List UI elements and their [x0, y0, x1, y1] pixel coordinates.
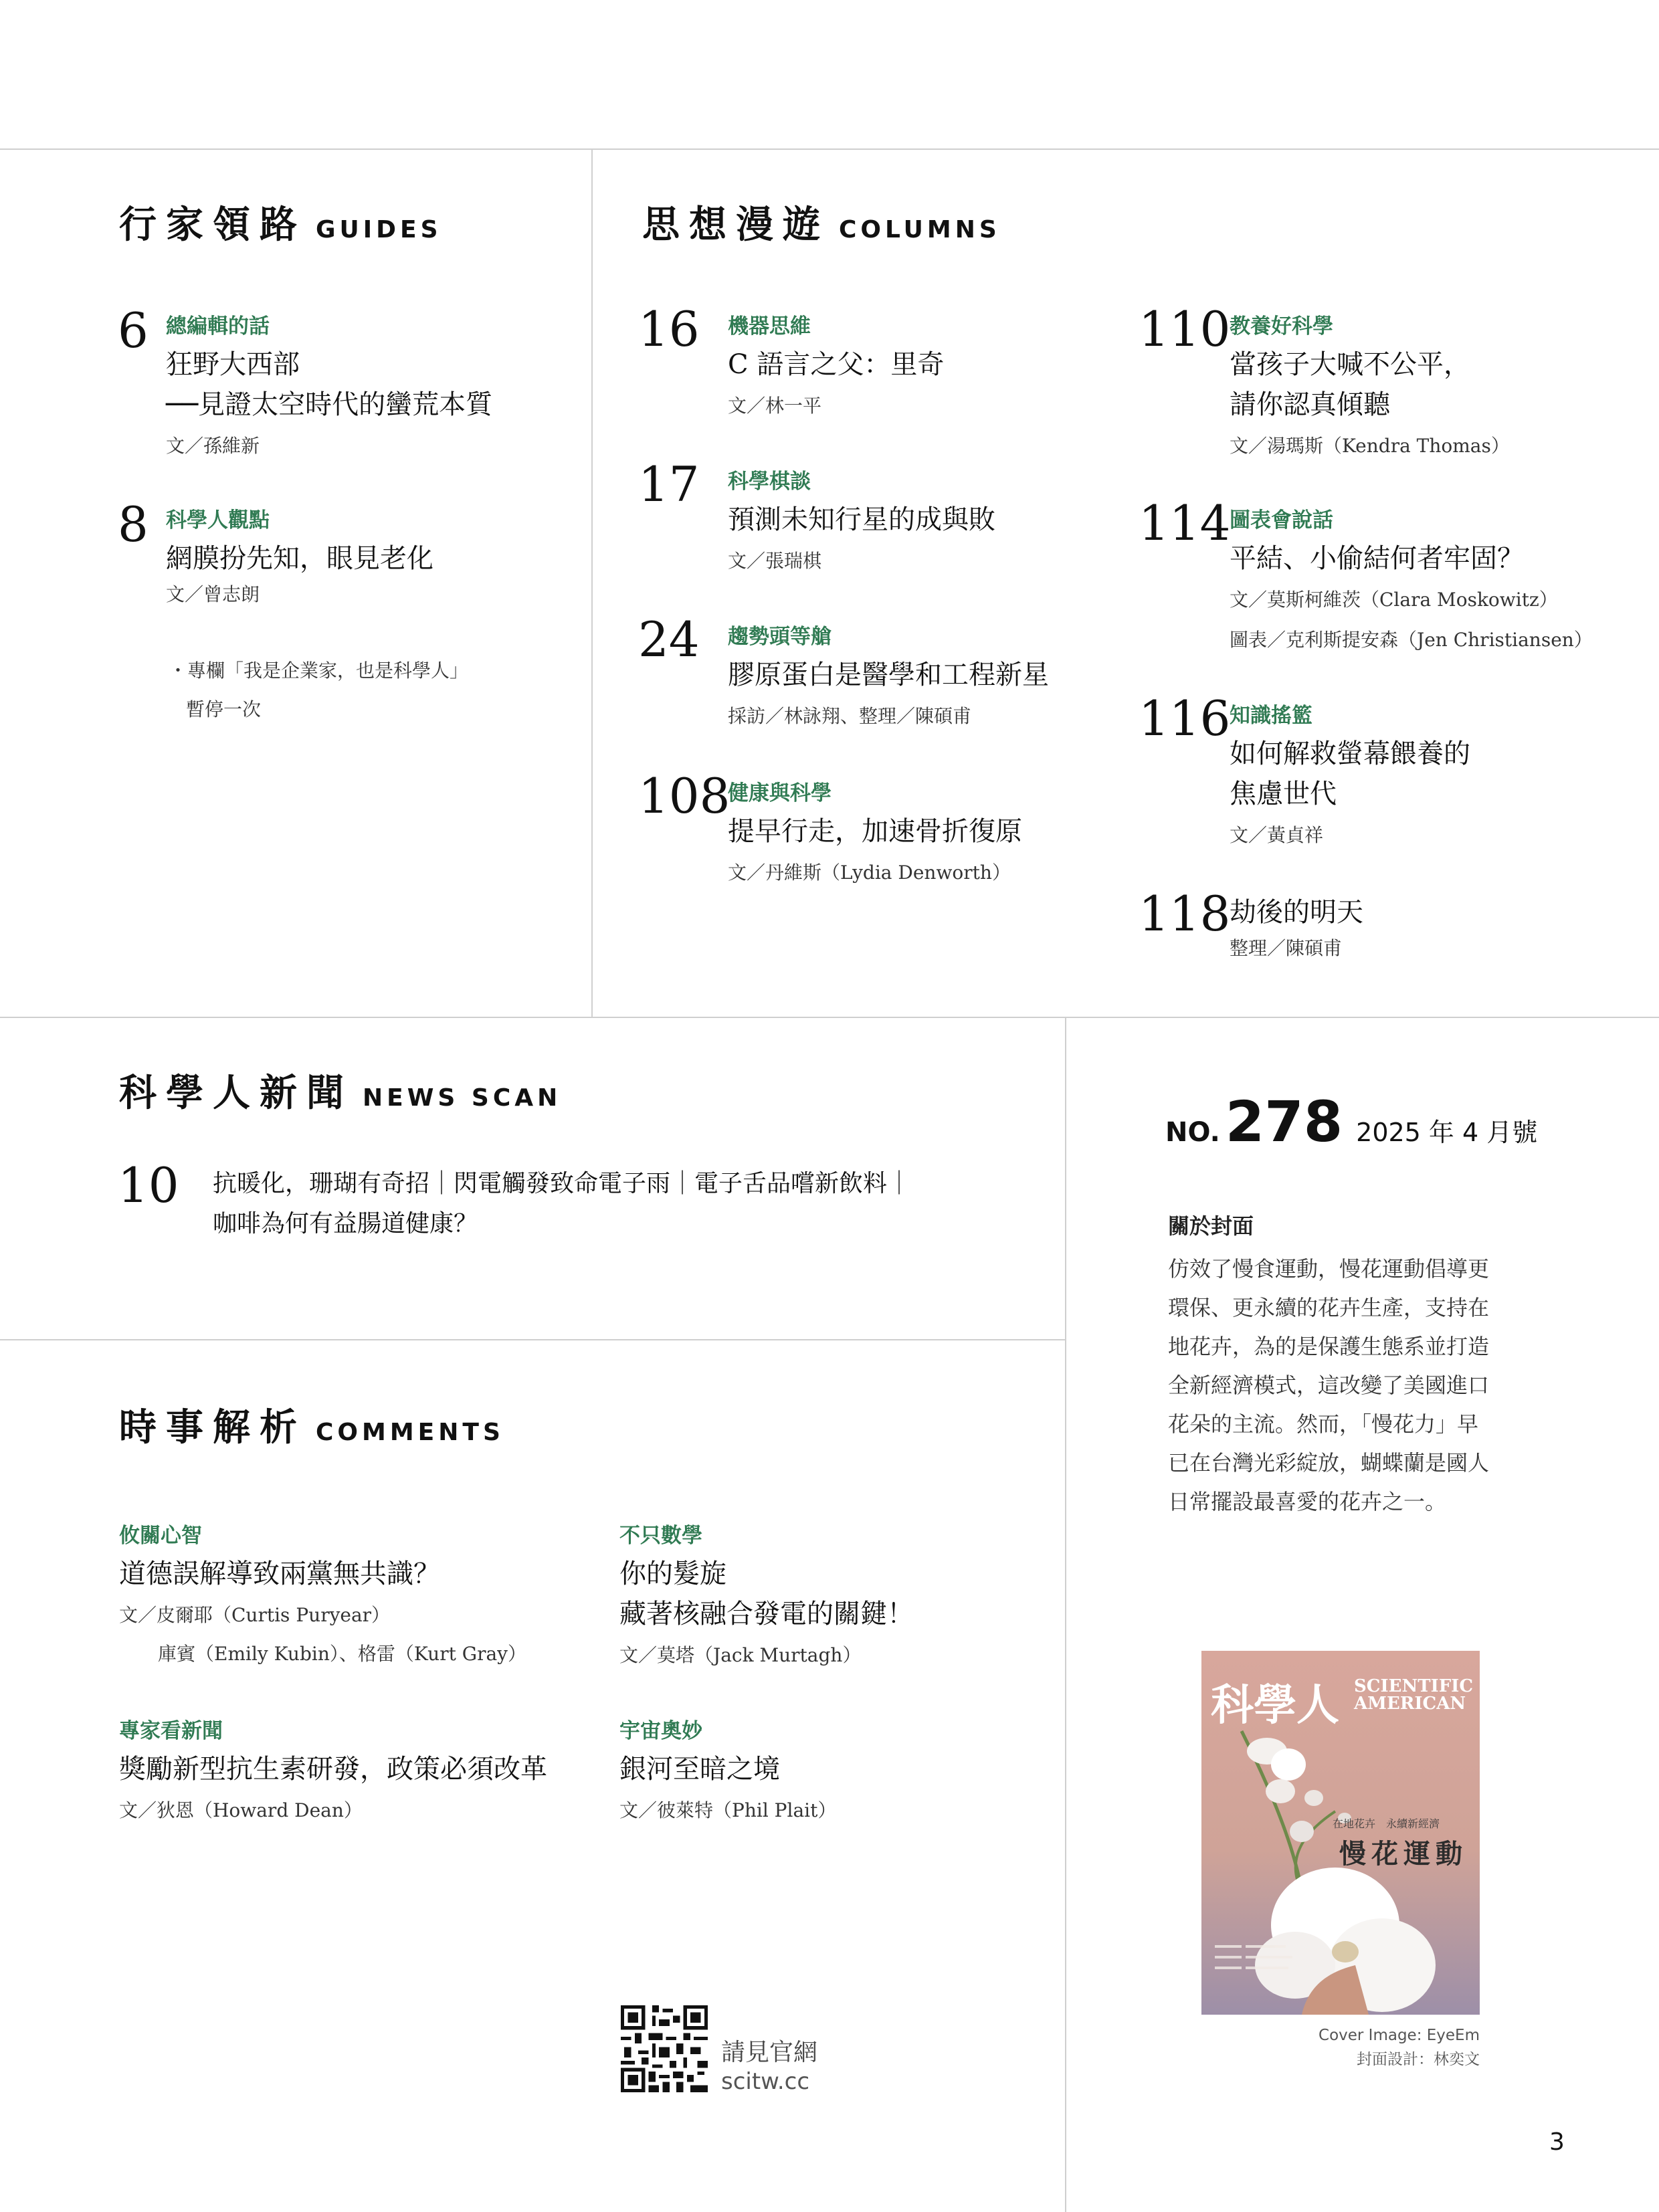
entry-credit: 文／丹維斯（Lydia Denworth） — [728, 862, 1011, 884]
issue-date: 2025 年 4 月號 — [1356, 1118, 1538, 1147]
entry-category: 不只數學 — [619, 1524, 702, 1548]
entry-subtitle: 請你認真傾聽 — [1230, 389, 1390, 420]
entry-title: 獎勵新型抗生素研發，政策必須改革 — [119, 1754, 547, 1785]
comments-entry-mind[interactable] — [119, 1518, 526, 1670]
entry-title: 銀河至暗之境 — [619, 1754, 780, 1785]
entry-category: 教養好科學 — [1230, 314, 1333, 338]
page-number-label: 10 — [118, 1157, 179, 1213]
news-title-en: NEWS SCAN — [363, 1084, 562, 1112]
entry-body — [1230, 698, 1470, 851]
entry-credit: 文／黃貞祥 — [1230, 824, 1324, 846]
entry-credit: 文／莫斯柯維茨（Clara Moskowitz） — [1230, 589, 1558, 611]
cover-kicker: 在地花卉 永續新經濟 — [1333, 1817, 1440, 1830]
entry-subtitle: 藏著核融合發電的關鍵！ — [619, 1599, 914, 1629]
entry-title: 狂野大西部 — [166, 349, 300, 380]
columns-title-en: COLUMNS — [839, 216, 1001, 243]
entry-title: 劫後的明天 — [1230, 897, 1363, 928]
cover-logo-en-2: AMERICAN — [1354, 1694, 1466, 1714]
comments-title-cn: 時事解析 — [119, 1406, 306, 1449]
news-title-cn: 科學人新聞 — [119, 1072, 353, 1115]
website-label: 請見官網 — [721, 2039, 818, 2066]
entry-body — [1230, 892, 1363, 965]
page-number-label: 24 — [638, 611, 700, 668]
entry-credit: 文／曾志朗 — [166, 583, 260, 605]
entry-category: 機器思維 — [728, 314, 811, 338]
entry-category: 專家看新聞 — [119, 1719, 223, 1743]
entry-body — [728, 464, 995, 577]
entry-body — [1230, 309, 1510, 462]
issue-number: 278 — [1225, 1089, 1343, 1154]
news-header — [119, 1064, 561, 1117]
qr-code-icon[interactable] — [621, 2005, 708, 2092]
cover-thumbnail[interactable] — [1201, 1651, 1480, 2015]
entry-body — [728, 309, 944, 422]
about-line: 全新經濟模式，這改變了美國進口 — [1168, 1373, 1490, 1398]
guides-note — [169, 651, 468, 729]
note-line-1: ・專欄「我是企業家，也是科學人」 — [169, 660, 469, 682]
cover-logo: 科學人 — [1211, 1680, 1339, 1730]
page-number-label: 110 — [1139, 301, 1231, 357]
entry-title: 網膜扮先知，眼見老化 — [166, 543, 433, 574]
about-line: 日常擺設最喜愛的花卉之一。 — [1168, 1489, 1447, 1514]
comments-entry-experts[interactable] — [119, 1714, 547, 1827]
cover-title: 慢花運動 — [1339, 1838, 1468, 1870]
entry-credit: 文／莫塔（Jack Murtagh） — [619, 1644, 862, 1666]
entry-body — [166, 503, 433, 611]
page-number-label: 6 — [118, 302, 149, 359]
entry-category: 總編輯的話 — [166, 314, 270, 338]
entry-credit: 文／林一平 — [728, 395, 822, 417]
entry-category: 健康與科學 — [728, 781, 832, 805]
entry-body — [728, 619, 1049, 732]
cover-logo-en-1: SCIENTIFIC — [1354, 1676, 1474, 1696]
entry-title: C 語言之父：里奇 — [728, 349, 945, 380]
entry-category: 科學棋談 — [728, 470, 811, 494]
news-headlines-line-2: 咖啡為何有益腸道健康？ — [213, 1210, 478, 1237]
entry-title: 當孩子大喊不公平， — [1230, 349, 1470, 380]
entry-credit-2: 圖表／克利斯提安森（Jen Christiansen） — [1230, 629, 1593, 651]
page-number-label: 17 — [638, 456, 700, 512]
about-cover-heading: 關於封面 — [1168, 1213, 1254, 1239]
note-line-2: 暫停一次 — [186, 698, 262, 720]
page-number-label: 116 — [1139, 690, 1231, 746]
entry-title: 預測未知行星的成與敗 — [728, 504, 995, 535]
columns-title-cn: 思想漫遊 — [642, 203, 830, 247]
entry-body — [166, 309, 492, 462]
entry-title: 如何解救螢幕餵養的 — [1230, 738, 1470, 769]
entry-subtitle: ──見證太空時代的蠻荒本質 — [166, 389, 493, 420]
about-line: 花朵的主流。然而，「慢花力」早 — [1168, 1411, 1479, 1437]
entry-subtitle: 焦慮世代 — [1230, 779, 1337, 809]
about-line: 已在台灣光彩綻放，蝴蝶蘭是國人 — [1168, 1450, 1490, 1476]
about-line: 仿效了慢食運動，慢花運動倡導更 — [1168, 1256, 1490, 1282]
about-line: 地花卉，為的是保護生態系並打造 — [1168, 1334, 1490, 1359]
entry-category: 科學人觀點 — [166, 508, 270, 532]
comments-title-en: COMMENTS — [316, 1419, 504, 1446]
comments-entry-math[interactable] — [619, 1518, 914, 1672]
page-number-label: 118 — [1139, 886, 1231, 942]
comments-header — [119, 1398, 504, 1451]
news-headlines-line-1: 抗暖化，珊瑚有奇招｜閃電觸發致命電子雨｜電子舌品嚐新飲料｜ — [213, 1170, 912, 1197]
entry-category: 攸關心智 — [119, 1524, 202, 1548]
entry-body — [728, 776, 1022, 889]
entry-body — [1230, 503, 1593, 656]
content-sidebar-divider — [1065, 1017, 1066, 2212]
guides-columns-divider — [591, 148, 593, 1018]
cover-credit: Cover Image: EyeEm — [1319, 2027, 1480, 2044]
entry-credit: 文／彼萊特（Phil Plait） — [619, 1799, 837, 1821]
entry-category: 知識搖籃 — [1230, 704, 1312, 728]
about-cover-text — [1168, 1249, 1489, 1521]
entry-credit: 採訪／林詠翔、整理／陳碩甫 — [728, 705, 972, 727]
entry-credit: 文／孫維新 — [166, 435, 260, 457]
entry-credit: 文／湯瑪斯（Kendra Thomas） — [1230, 435, 1510, 457]
news-comments-rule — [0, 1339, 1065, 1340]
page-number-label: 114 — [1139, 495, 1231, 551]
top-rule — [0, 148, 1659, 150]
entry-title: 膠原蛋白是醫學和工程新星 — [728, 660, 1049, 690]
entry-credit: 文／皮爾耶（Curtis Puryear） — [119, 1604, 391, 1626]
entry-category: 宇宙奧妙 — [619, 1719, 702, 1743]
comments-entry-universe[interactable] — [619, 1714, 836, 1827]
guides-header — [119, 195, 442, 249]
entry-credit: 整理／陳碩甫 — [1230, 937, 1343, 959]
entry-credit: 文／狄恩（Howard Dean） — [119, 1799, 363, 1821]
entry-category: 圖表會說話 — [1230, 508, 1333, 532]
issue-number-block — [1165, 1089, 1537, 1154]
entry-title: 道德誤解導致兩黨無共識？ — [119, 1559, 440, 1589]
columns-header — [642, 195, 1001, 249]
page-number-label: 108 — [638, 768, 730, 824]
page-number: 3 — [1549, 2128, 1565, 2156]
guides-title-cn: 行家領路 — [119, 203, 306, 247]
entry-credit-2: 庫賓（Emily Kubin）、格雷（Kurt Gray） — [158, 1643, 527, 1665]
entry-body — [213, 1164, 911, 1244]
entry-title: 平結、小偷結何者牢固？ — [1230, 543, 1524, 574]
cover-design-credit: 封面設計：林奕文 — [1357, 2051, 1480, 2068]
page-number-label: 8 — [118, 496, 149, 552]
page-number-label: 16 — [638, 301, 700, 357]
guides-title-en: GUIDES — [316, 216, 442, 243]
entry-title: 提早行走，加速骨折復原 — [728, 816, 1022, 847]
about-line: 環保、更永續的花卉生產，支持在 — [1168, 1295, 1490, 1320]
middle-rule — [0, 1017, 1659, 1018]
website-url[interactable]: scitw.cc — [721, 2068, 810, 2095]
entry-credit: 文／張瑞棋 — [728, 550, 822, 572]
issue-no-label: NO. — [1165, 1117, 1220, 1148]
entry-category: 趨勢頭等艙 — [728, 625, 832, 649]
entry-title: 你的髮旋 — [619, 1559, 726, 1589]
